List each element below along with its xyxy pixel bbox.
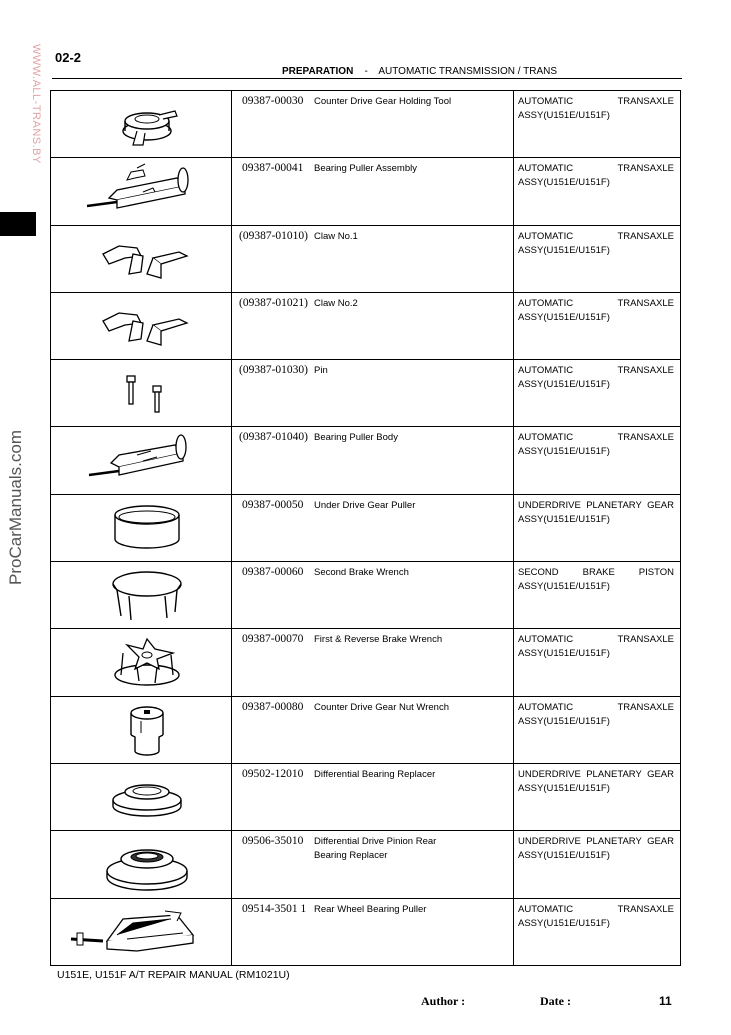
- application-text: ASSY(U151E/U151F): [518, 446, 610, 458]
- footer-author-label: Author :: [421, 994, 466, 1008]
- application-text: AUTOMATIC TRANSAXLE: [518, 297, 674, 309]
- footer-manual-title: U151E, U151F A/T REPAIR MANUAL (RM1021U): [57, 969, 290, 981]
- tool-illustration-cell: [51, 696, 232, 763]
- application-text: ASSY(U151E/U151F): [518, 379, 610, 391]
- application-cell: [514, 629, 681, 696]
- tool-illustration-cell: [51, 629, 232, 696]
- application-text: ASSY(U151E/U151F): [518, 715, 610, 727]
- application-cell: [514, 91, 681, 158]
- watermark-site: ProCarManuals.com: [6, 430, 25, 585]
- application-text: ASSY(U151E/U151F): [518, 311, 610, 323]
- sst-table: [50, 90, 681, 966]
- table-row: [51, 898, 681, 965]
- part-number-cell: [232, 91, 309, 158]
- application-cell: [514, 494, 681, 561]
- application-text: ASSY(U151E/U151F): [518, 850, 610, 862]
- part-number: 09506-35010: [242, 835, 304, 848]
- tool-name: First & Reverse Brake Wrench: [314, 634, 443, 646]
- application-cell: [514, 763, 681, 830]
- table-row: [51, 562, 681, 629]
- tool-name-cell: [308, 225, 514, 292]
- tool-name-cell: [308, 427, 514, 494]
- holding-tool-icon: [51, 91, 231, 153]
- tool-name-cell: [308, 360, 514, 427]
- application-cell: [514, 158, 681, 225]
- tool-name-cell: [308, 831, 514, 898]
- part-number-cell: [232, 831, 309, 898]
- application-text: AUTOMATIC TRANSAXLE: [518, 365, 674, 377]
- tool-name: Pin: [314, 365, 328, 377]
- part-number-cell: [232, 427, 309, 494]
- puller-body-icon: [51, 427, 231, 489]
- table-row: [51, 494, 681, 561]
- application-cell: [514, 696, 681, 763]
- tool-name-cell: [308, 292, 514, 359]
- table-row: [51, 158, 681, 225]
- application-text: ASSY(U151E/U151F): [518, 581, 610, 593]
- pin-icon: [51, 360, 231, 422]
- application-cell: [514, 225, 681, 292]
- cap-wrench-icon: [51, 562, 231, 624]
- claw-icon: [51, 293, 231, 355]
- application-text: AUTOMATIC TRANSAXLE: [518, 701, 674, 713]
- table-row: [51, 427, 681, 494]
- application-text: AUTOMATIC TRANSAXLE: [518, 230, 674, 242]
- tool-name: Differential Bearing Replacer: [314, 768, 436, 780]
- application-text: AUTOMATIC TRANSAXLE: [518, 163, 674, 175]
- application-text: ASSY(U151E/U151F): [518, 917, 610, 929]
- application-text: ASSY(U151E/U151F): [518, 782, 610, 794]
- tool-name-cell: [308, 898, 514, 965]
- part-number: 09387-00030: [242, 95, 304, 107]
- table-row: [51, 91, 681, 158]
- application-text: AUTOMATIC TRANSAXLE: [518, 432, 674, 444]
- page-number: 02-2: [55, 50, 82, 65]
- part-number: (09387-01030): [239, 364, 308, 377]
- application-text: ASSY(U151E/U151F): [518, 513, 610, 525]
- wheel-bearing-puller-icon: [51, 899, 231, 961]
- application-text: AUTOMATIC TRANSAXLE: [518, 634, 674, 646]
- watermark-url: WWW.ALL-TRANS.BY: [30, 44, 42, 164]
- part-number: 09502-12010: [242, 767, 304, 780]
- application-text: UNDERDRIVE PLANETARY GEAR: [518, 768, 674, 780]
- application-text: UNDERDRIVE PLANETARY GEAR: [518, 499, 674, 511]
- tool-name-cell: [308, 763, 514, 830]
- part-number: 09387-00070: [242, 633, 304, 646]
- pinion-replacer-icon: [51, 831, 231, 893]
- part-number: (09387-01010): [239, 229, 308, 242]
- application-cell: [514, 562, 681, 629]
- ring-puller-icon: [51, 495, 231, 557]
- application-cell: [514, 831, 681, 898]
- part-number: 09387-00041: [242, 162, 304, 175]
- three-leg-wrench-icon: [51, 629, 231, 691]
- tool-illustration-cell: [51, 831, 232, 898]
- tool-name-cell: [308, 158, 514, 225]
- part-number-cell: [232, 696, 309, 763]
- table-row: [51, 360, 681, 427]
- tool-illustration-cell: [51, 898, 232, 965]
- application-cell: [514, 898, 681, 965]
- tool-illustration-cell: [51, 158, 232, 225]
- tool-name: Counter Drive Gear Holding Tool: [314, 96, 452, 107]
- table-row: [51, 225, 681, 292]
- application-text: AUTOMATIC TRANSAXLE: [518, 903, 674, 915]
- header-separator: -: [364, 66, 368, 77]
- tool-name: Rear Wheel Bearing Puller: [314, 903, 427, 915]
- tool-name: Differential Drive Pinion Rear: [314, 836, 437, 848]
- tool-illustration-cell: [51, 562, 232, 629]
- part-number-cell: [232, 158, 309, 225]
- tool-name-cell: [308, 696, 514, 763]
- tool-illustration-cell: [51, 494, 232, 561]
- tool-name: Bearing Replacer: [314, 850, 388, 862]
- table-row: [51, 763, 681, 830]
- tool-illustration-cell: [51, 360, 232, 427]
- part-number: 09387-00060: [242, 566, 304, 579]
- tool-name-cell: [308, 494, 514, 561]
- part-number: 09514-3501 1: [242, 902, 307, 915]
- tool-name: Second Brake Wrench: [314, 567, 409, 579]
- part-number: 09387-00050: [242, 498, 304, 511]
- application-text: ASSY(U151E/U151F): [518, 110, 610, 121]
- application-text: ASSY(U151E/U151F): [518, 648, 610, 660]
- socket-wrench-icon: [51, 697, 231, 759]
- footer-date-label: Date :: [540, 994, 571, 1008]
- claw-icon: [51, 226, 231, 288]
- table-row: [51, 831, 681, 898]
- tool-name: Counter Drive Gear Nut Wrench: [314, 701, 449, 713]
- tool-name: Under Drive Gear Puller: [314, 499, 416, 511]
- application-text: UNDERDRIVE PLANETARY GEAR: [518, 836, 674, 848]
- application-text: SECOND BRAKE PISTON: [518, 567, 674, 579]
- tool-illustration-cell: [51, 763, 232, 830]
- tool-illustration-cell: [51, 225, 232, 292]
- bearing-replacer-icon: [51, 764, 231, 826]
- part-number-cell: [232, 360, 309, 427]
- footer-page-number: 11: [659, 994, 672, 1008]
- tool-name-cell: [308, 91, 514, 158]
- application-cell: [514, 360, 681, 427]
- table-row: [51, 696, 681, 763]
- part-number-cell: [232, 763, 309, 830]
- page-header: [282, 66, 557, 77]
- tool-name: Bearing Puller Body: [314, 432, 398, 444]
- section-title: PREPARATION: [282, 66, 354, 77]
- application-cell: [514, 292, 681, 359]
- tool-illustration-cell: [51, 427, 232, 494]
- tool-name: Bearing Puller Assembly: [314, 163, 417, 175]
- part-number: 09387-00080: [242, 700, 304, 713]
- application-text: AUTOMATIC TRANSAXLE: [518, 96, 674, 107]
- bearing-puller-assembly-icon: [51, 158, 231, 220]
- tool-name: Claw No.2: [314, 297, 358, 309]
- part-number-cell: [232, 562, 309, 629]
- tool-illustration-cell: [51, 292, 232, 359]
- tool-name-cell: [308, 562, 514, 629]
- section-tab-marker: [0, 212, 36, 236]
- part-number-cell: [232, 292, 309, 359]
- table-row: [51, 292, 681, 359]
- part-number: (09387-01021): [239, 296, 308, 309]
- part-number: (09387-01040): [239, 431, 308, 444]
- subsection-title: AUTOMATIC TRANSMISSION / TRANS: [378, 66, 558, 77]
- tool-name-cell: [308, 629, 514, 696]
- part-number-cell: [232, 898, 309, 965]
- application-cell: [514, 427, 681, 494]
- part-number-cell: [232, 629, 309, 696]
- tool-illustration-cell: [51, 91, 232, 158]
- application-text: ASSY(U151E/U151F): [518, 177, 610, 189]
- table-row: [51, 629, 681, 696]
- part-number-cell: [232, 494, 309, 561]
- part-number-cell: [232, 225, 309, 292]
- tool-name: Claw No.1: [314, 230, 358, 242]
- application-text: ASSY(U151E/U151F): [518, 244, 610, 256]
